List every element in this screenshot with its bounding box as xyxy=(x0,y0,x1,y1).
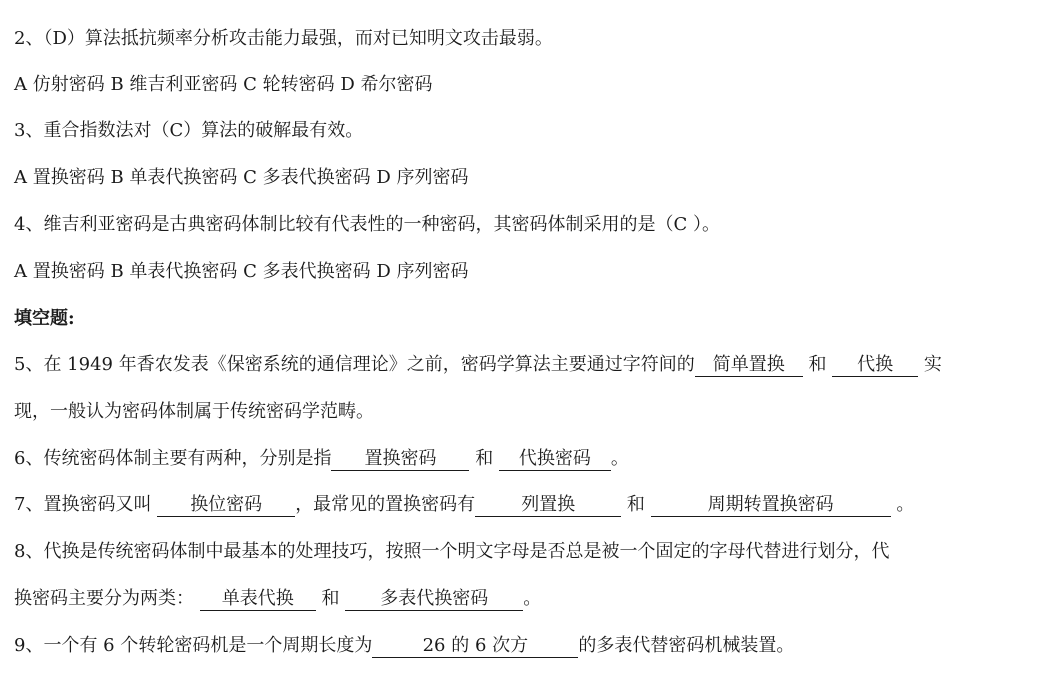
question-5-answer-2: 代换 xyxy=(832,354,918,377)
question-5-connector: 和 xyxy=(808,354,827,375)
question-7-answer-3: 周期转置换密码 xyxy=(651,494,891,517)
question-6-prefix: 6、传统密码体制主要有两种，分别是指 xyxy=(14,448,332,469)
question-9-prefix: 9、一个有 6 个转轮密码机是一个周期长度为 xyxy=(14,635,373,656)
question-8-answer-1: 单表代换 xyxy=(200,588,316,611)
question-6-answer-2: 代换密码 xyxy=(499,448,611,471)
question-7-middle: ，最常见的置换密码有 xyxy=(295,494,476,515)
question-8-line-1: 8、代换是传统密码体制中最基本的处理技巧，按照一个明文字母是否总是被一个固定的字母代替进行划分，代 xyxy=(14,541,890,562)
question-6-answer-1: 置换密码 xyxy=(331,448,469,471)
question-6-suffix: 。 xyxy=(610,448,629,469)
question-6-connector: 和 xyxy=(475,448,494,469)
question-2-options: A 仿射密码 B 维吉利亚密码 C 轮转密码 D 希尔密码 xyxy=(14,74,433,95)
question-5-line-1 xyxy=(14,353,942,377)
question-4-stem: 4、维吉利亚密码是古典密码体制比较有代表性的一种密码，其密码体制采用的是（C ）。 xyxy=(14,214,720,235)
question-7-connector: 和 xyxy=(626,494,645,515)
question-9 xyxy=(14,634,794,658)
question-5-prefix: 5、在 1949 年香农发表《保密系统的通信理论》之前，密码学算法主要通过字符间的 xyxy=(14,354,695,375)
question-6 xyxy=(14,447,629,471)
question-7 xyxy=(14,493,914,517)
question-7-suffix: 。 xyxy=(896,494,915,515)
question-5-line-2: 现，一般认为密码体制属于传统密码学范畴。 xyxy=(14,401,374,422)
question-3-stem: 3、重合指数法对（C）算法的破解最有效。 xyxy=(14,120,364,141)
question-5-answer-1: 简单置换 xyxy=(695,354,803,377)
question-5-suffix: 实 xyxy=(923,354,942,375)
question-2-stem: 2、（D）算法抵抗频率分析攻击能力最强，而对已知明文攻击最弱。 xyxy=(14,28,553,49)
question-9-answer-1: 26 的 6 次方 xyxy=(372,635,578,658)
question-8-answer-2: 多表代换密码 xyxy=(345,588,523,611)
question-4-options: A 置换密码 B 单表代换密码 C 多表代换密码 D 序列密码 xyxy=(14,261,469,282)
question-7-answer-2: 列置换 xyxy=(475,494,621,517)
question-8-line-2 xyxy=(14,587,541,611)
fill-in-heading: 填空题: xyxy=(14,308,75,329)
question-8-suffix: 。 xyxy=(523,588,542,609)
question-8-prefix: 换密码主要分为两类： xyxy=(14,588,194,609)
question-8-connector: 和 xyxy=(321,588,340,609)
question-7-answer-1: 换位密码 xyxy=(157,494,295,517)
question-9-suffix: 的多表代替密码机械装置。 xyxy=(578,635,795,656)
question-3-options: A 置换密码 B 单表代换密码 C 多表代换密码 D 序列密码 xyxy=(14,167,469,188)
question-7-prefix: 7、置换密码又叫 xyxy=(14,494,152,515)
